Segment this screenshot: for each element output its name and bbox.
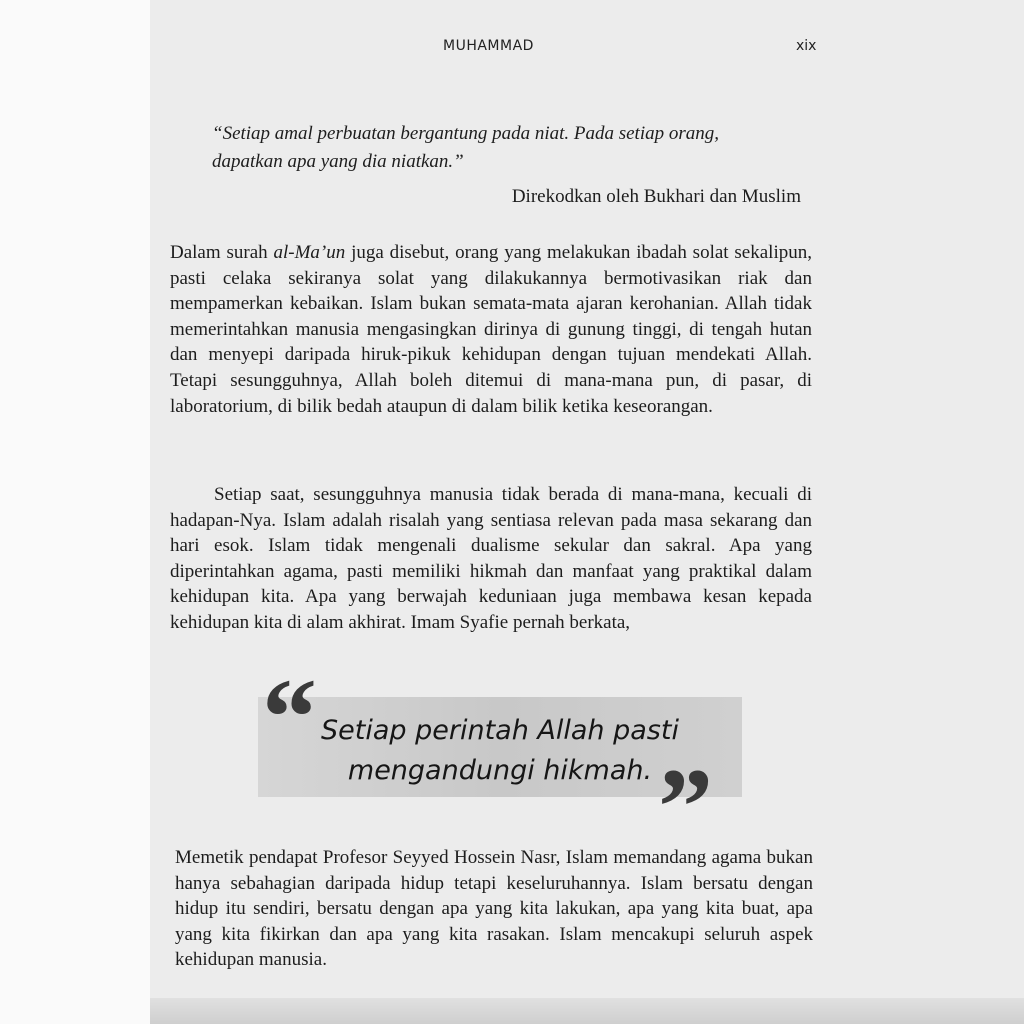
paragraph-3: Memetik pendapat Profesor Seyyed Hossein Nasr, Islam memandang agama bukan hanya sebahagian daripada hidup tetapi keseluruhannya. Islam bersatu dengan hidup itu sendiri, bersatu dengan apa yang kita lakukan, apa yang kita buat, apa yang kita fikirkan dan apa yang kita rasakan. Islam mencakupi seluruh aspek kehidupan manusia. bbox=[175, 847, 813, 971]
epigraph-quote bbox=[212, 120, 812, 176]
paragraph-1-start: Dalam surah bbox=[170, 242, 274, 263]
page-bottom-edge bbox=[150, 998, 1024, 1024]
paragraph-2: Setiap saat, sesungguhnya manusia tidak berada di mana-mana, kecuali di hadapan-Nya. Islam adalah risalah yang sentiasa relevan pada masa sekarang dan hari esok. Islam tidak mengenali dualisme sekular dan sakral. Apa yang diperintahkan agama, pasti memiliki hikmah dan manfaat yang praktikal dalam kehidupan kita. Apa yang berwajah keduniaan juga membawa kesan kepada kehidupan kita di alam akhirat. Imam Syafie pernah berkata, bbox=[170, 484, 812, 633]
epigraph-line-1: “Setiap amal perbuatan bergantung pada niat. Pada setiap orang, bbox=[212, 123, 720, 144]
paragraph-1 bbox=[170, 240, 812, 419]
epigraph-line-2: dapatkan apa yang dia niatkan.” bbox=[212, 151, 464, 172]
close-quote-icon: ” bbox=[658, 746, 713, 868]
surah-name: al-Ma’un bbox=[273, 242, 346, 263]
left-margin bbox=[0, 0, 150, 1024]
pullquote-line-2: mengandungi hikmah. bbox=[347, 755, 653, 786]
open-quote-icon: “ bbox=[262, 656, 317, 778]
paragraph-1-rest: juga disebut, orang yang melakukan ibadah solat sekalipun, pasti celaka sekiranya solat yang dilakukannya bermotivasikan riak dan mempamerkan kebaikan. Islam bukan semata-mata ajaran kerohanian. Allah tidak memerintahkan manusia mengasingkan dirinya di gunung tinggi, di tengah hutan dan menyepi daripada hiruk-pikuk kehidupan dengan tujuan mendekati Allah. Tetapi sesungguhnya, Allah boleh ditemui di mana-mana pun, di pasar, di laboratorium, di bilik bedah ataupun di dalam bilik ketika keseorangan. bbox=[170, 242, 812, 417]
epigraph-attribution: Direkodkan oleh Bukhari dan Muslim bbox=[511, 186, 801, 207]
pullquote-line-1: Setiap perintah Allah pasti bbox=[321, 715, 679, 746]
running-title: MUHAMMAD bbox=[443, 38, 534, 54]
page-number: xix bbox=[796, 38, 817, 54]
